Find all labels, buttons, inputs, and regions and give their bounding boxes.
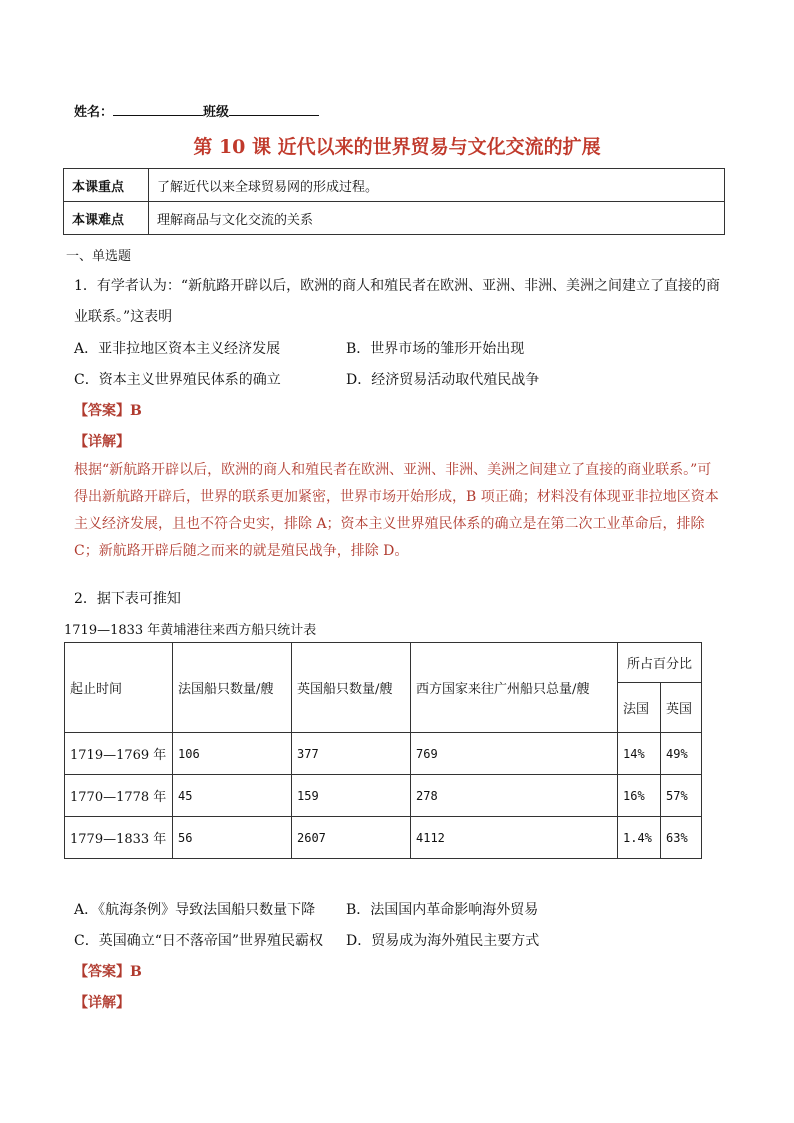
q1-option-b: B．世界市场的雏形开始出现 [346,341,525,357]
cell-france: 56 [173,817,292,859]
table-row [64,169,725,202]
class-label: 班级 [203,105,230,120]
cell-pct-uk: 49% [661,733,702,775]
section-heading: 一、单选题 [66,249,132,264]
table-header-row [65,643,702,683]
header-britain: 英国船只数量/艘 [292,643,411,733]
cell-britain: 377 [292,733,411,775]
table-row [65,775,702,817]
q2-option-a: A．《航海条例》导致法国船只数量下降 [74,902,316,918]
q1-option-c: C．资本主义世界殖民体系的确立 [74,372,281,388]
name-label: 姓名： [74,105,114,120]
q2-detail-label: 【详解】 [74,995,130,1011]
cell-pct-uk: 63% [661,817,702,859]
cell-period: 1719—1769 年 [65,733,173,775]
q2-table-caption: 1719—1833 年黄埔港往来西方船只统计表 [64,623,317,638]
q1-answer: 【答案】B [74,403,142,419]
header-period: 起止时间 [65,643,173,733]
q1-stem-line1: 1．有学者认为：“新航路开辟以后，欧洲的商人和殖民者在欧洲、亚洲、非洲、美洲之间建立了直接的商 [74,278,721,294]
q2-option-d: D．贸易成为海外殖民主要方式 [346,933,540,949]
header-pct-uk: 英国 [661,683,702,733]
cell-france: 106 [173,733,292,775]
cell-pct-fr: 1.4% [618,817,661,859]
cell-pct-uk: 57% [661,775,702,817]
page-title: 第 10 课 近代以来的世界贸易与文化交流的扩展 [193,136,601,158]
cell-period: 1779—1833 年 [65,817,173,859]
table-row [65,733,702,775]
cell-total: 278 [411,775,618,817]
cell-pct-fr: 14% [618,733,661,775]
header-pct: 所占百分比 [618,643,702,683]
q2-stem: 2．据下表可推知 [74,591,181,607]
cell-britain: 2607 [292,817,411,859]
name-blank [113,101,203,116]
info-key: 本课重点 [64,169,149,202]
q2-answer: 【答案】B [74,964,142,980]
q2-option-c: C．英国确立“日不落帝国”世界殖民霸权 [74,933,324,949]
lesson-info-table [63,168,725,235]
info-value: 了解近代以来全球贸易网的形成过程。 [149,169,725,202]
q1-explanation: 根据“新航路开辟以后，欧洲的商人和殖民者在欧洲、亚洲、非洲、美洲之间建立了直接的商业联系。”可得出新航路开辟后，世界的联系更加紧密，世界市场开始形成，B 项正确；材料没有体现亚非拉地区资本主义经济发展，且也不符合史实，排除 A；资本主义世界殖民体系的确立是在第二次工业革命后，排除 C；新航路开辟后随之而来的就是殖民战争，排除 D。 [74,462,719,559]
cell-france: 45 [173,775,292,817]
header-pct-fr: 法国 [618,683,661,733]
cell-britain: 159 [292,775,411,817]
q1-detail-label: 【详解】 [74,434,130,450]
q1-option-d: D．经济贸易活动取代殖民战争 [346,372,540,388]
cell-total: 4112 [411,817,618,859]
table-row [64,202,725,235]
table-row [65,817,702,859]
q2-option-b: B．法国国内革命影响海外贸易 [346,902,539,918]
class-blank [229,101,319,116]
info-value: 理解商品与文化交流的关系 [149,202,725,235]
q1-option-a: A．亚非拉地区资本主义经济发展 [74,341,281,357]
student-info-line [74,101,319,120]
cell-pct-fr: 16% [618,775,661,817]
info-key: 本课难点 [64,202,149,235]
header-france: 法国船只数量/艘 [173,643,292,733]
ship-statistics-table [64,642,702,859]
header-total: 西方国家来往广州船只总量/艘 [411,643,618,733]
cell-period: 1770—1778 年 [65,775,173,817]
cell-total: 769 [411,733,618,775]
q1-stem-line2: 业联系。”这表明 [74,309,173,325]
